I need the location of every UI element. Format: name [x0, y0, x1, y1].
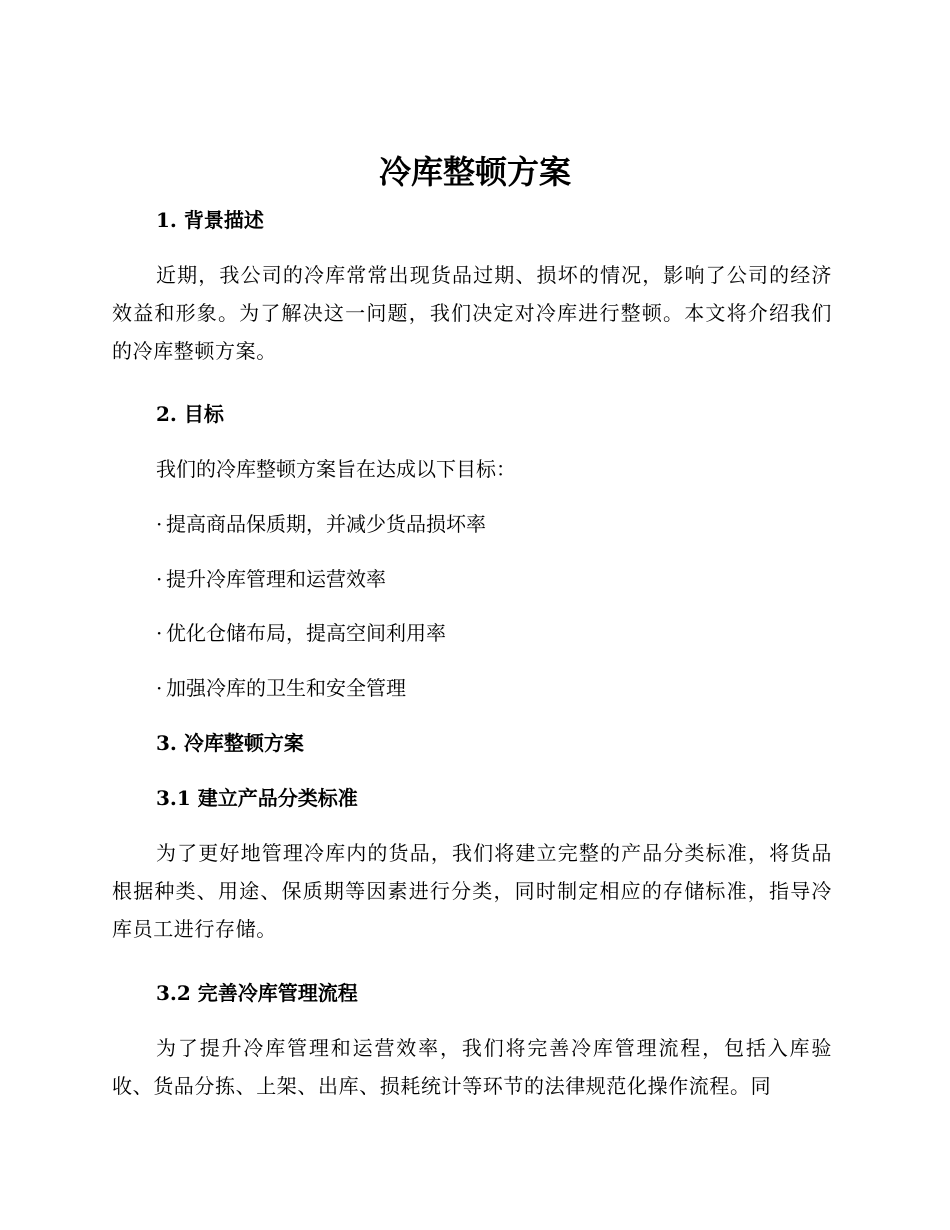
section-heading-goals: 2. 目标 [156, 402, 224, 426]
bullet-icon: · [156, 512, 163, 536]
document-title: 冷库整顿方案 [378, 153, 571, 191]
bullet-icon: · [156, 567, 163, 591]
goal-item-text: 优化仓储布局，提高空间利用率 [166, 621, 446, 645]
section-heading-plan: 3. 冷库整顿方案 [156, 731, 304, 755]
section-heading-background: 1. 背景描述 [156, 208, 264, 232]
classification-paragraph: 为了更好地管理冷库内的货品，我们将建立完整的产品分类标准，将货品根据种类、用途、保质期等因素进行分类，同时制定相应的存储标准，指导冷库员工进行存储。 [112, 841, 832, 941]
goal-list-item [156, 510, 486, 538]
background-paragraph: 近期，我公司的冷库常常出现货品过期、损坏的情况，影响了公司的经济效益和形象。为了解决这一问题，我们决定对冷库进行整顿。本文将介绍我们的冷库整顿方案。 [112, 263, 832, 363]
goal-item-text: 提升冷库管理和运营效率 [166, 567, 386, 591]
bullet-icon: · [156, 621, 163, 645]
goal-item-text: 提高商品保质期，并减少货品损坏率 [166, 512, 486, 536]
subsection-heading-classification: 3.1 建立产品分类标准 [156, 786, 358, 810]
goal-item-text: 加强冷库的卫生和安全管理 [166, 676, 406, 700]
bullet-icon: · [156, 676, 163, 700]
process-paragraph: 为了提升冷库管理和运营效率，我们将完善冷库管理流程，包括入库验收、货品分拣、上架、出库、损耗统计等环节的法律规范化操作流程。同 [112, 1036, 832, 1098]
goal-list-item [156, 674, 406, 702]
subsection-heading-process: 3.2 完善冷库管理流程 [156, 981, 358, 1005]
goal-list-item [156, 565, 386, 593]
goals-intro: 我们的冷库整顿方案旨在达成以下目标： [156, 457, 516, 481]
goal-list-item [156, 619, 446, 647]
